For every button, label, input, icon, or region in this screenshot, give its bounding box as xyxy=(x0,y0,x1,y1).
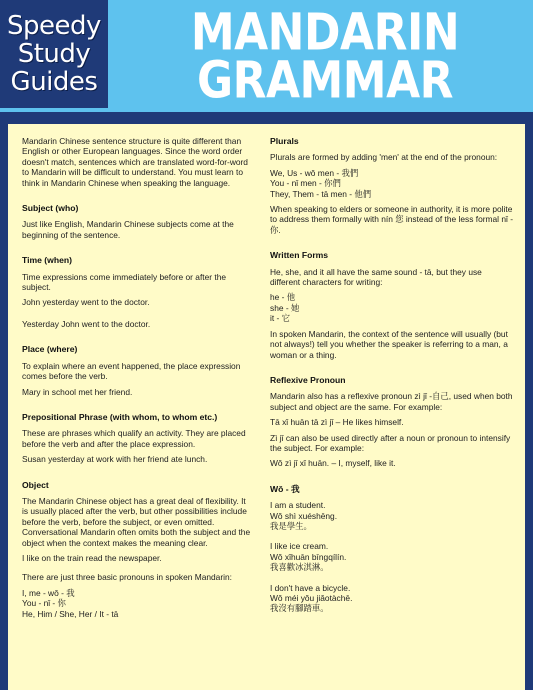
plural-item: They, Them - tā men - 他們 xyxy=(270,188,372,199)
wo-example-2 xyxy=(270,541,514,572)
example-english: I don't have a bicycle. xyxy=(270,582,351,593)
pronoun-item: I, me - wǒ - 我 xyxy=(22,587,75,598)
example-pinyin: Wǒ xǐhuān bīngqílín. xyxy=(270,551,347,562)
logo-line-3: Guides xyxy=(10,67,98,97)
object-text-1: The Mandarin Chinese object has a great deal of flexibility. It is usually placed after the verb, but other possibilities include before the verb, before the subject, or even omitted. Conversational Mandarin often omits both the subject and the object when the context makes the meaning clear. xyxy=(22,495,251,548)
header-banner xyxy=(0,0,533,112)
place-heading: Place (where) xyxy=(22,344,78,355)
right-column xyxy=(270,136,514,614)
written-item: it - 它 xyxy=(270,313,291,324)
object-heading: Object xyxy=(22,479,49,490)
speedy-study-guides-logo xyxy=(0,0,108,108)
written-list xyxy=(270,292,514,323)
place-text-1: To explain where an event happened, the place expression comes before the verb. xyxy=(22,360,241,382)
pronoun-item: He, Him / She, Her / It - tā xyxy=(22,608,119,619)
example-english: I am a student. xyxy=(270,500,326,511)
prepositional-heading: Prepositional Phrase (with whom, to whom etc.) xyxy=(22,411,218,422)
content-panel xyxy=(8,124,525,690)
written-forms-heading: Written Forms xyxy=(270,250,329,261)
title-line-1: MANDARIN xyxy=(190,3,460,63)
written-text-2: In spoken Mandarin, the context of the sentence will usually (but not always!) tell you whether the speaker is referring to a man, a woman or a thing. xyxy=(270,328,508,360)
prepositional-text-2: Susan yesterday at work with her friend ate lunch. xyxy=(22,454,208,465)
subject-text: Just like English, Mandarin Chinese subjects come at the beginning of the sentence. xyxy=(22,219,234,240)
object-text-2: I like on the train read the newspaper. xyxy=(22,552,162,563)
pronoun-item: You - nǐ - 你 xyxy=(22,598,66,609)
plural-item: We, Us - wǒ men - 我們 xyxy=(270,167,359,178)
time-text-3: Yesterday John went to the doctor. xyxy=(22,318,151,329)
example-chinese: 我是學生。 xyxy=(270,520,312,531)
wo-heading: Wǒ - 我 xyxy=(270,483,300,494)
reflexive-text-4: Wǒ zì jǐ xǐ huān. – I, myself, like it. xyxy=(270,458,396,469)
written-item: she - 她 xyxy=(270,302,300,313)
plurals-heading: Plurals xyxy=(270,136,299,146)
reflexive-text-1: Mandarin also has a reflexive pronoun zì jǐ -自己, used when both subject and object are the same. For example: xyxy=(270,391,513,412)
object-text-3: There are just three basic pronouns in spoken Mandarin: xyxy=(22,572,232,583)
intro-paragraph: Mandarin Chinese sentence structure is quite different than English or other European languages. Since the word order doesn't match, sentences which are translated word-for-word to Mandarin will be difficult to understand. You must learn to think in Mandarin Chinese when speaking the language. xyxy=(22,136,248,188)
time-heading: Time (when) xyxy=(22,255,72,266)
written-item: he - 他 xyxy=(270,292,296,303)
plurals-text-2: When speaking to elders or someone in authority, it is more polite to address them formally with nín 您 instead of the less formal nǐ - 你. xyxy=(270,204,513,235)
time-text-1: Time expressions come immediately before or after the subject. xyxy=(22,271,227,293)
written-text-1: He, she, and it all have the same sound - tā, but they use different characters for writing: xyxy=(270,266,482,288)
title-line-2: GRAMMAR xyxy=(196,51,454,111)
subject-heading: Subject (who) xyxy=(22,203,79,214)
reflexive-text-3: Zì jǐ can also be used directly after a noun or pronoun to intensify the subject. For example: xyxy=(270,432,511,453)
reflexive-heading: Reflexive Pronoun xyxy=(270,374,346,385)
example-chinese: 我沒有腳踏車。 xyxy=(270,603,329,614)
plurals-list xyxy=(270,168,514,199)
place-text-2: Mary in school met her friend. xyxy=(22,386,133,397)
time-text-2: John yesterday went to the doctor. xyxy=(22,297,150,308)
plurals-text-1: Plurals are formed by adding 'men' at the end of the pronoun: xyxy=(270,152,498,163)
page-title xyxy=(140,3,510,111)
example-pinyin: Wǒ shì xuéshēng. xyxy=(270,510,338,521)
plural-item: You - nǐ men - 你們 xyxy=(270,178,341,189)
example-pinyin: Wǒ méi yǒu jiǎotàchē. xyxy=(270,593,353,603)
reflexive-text-2: Tā xǐ huān tā zì jǐ – He likes himself. xyxy=(270,417,404,428)
wo-example-1 xyxy=(270,500,514,531)
left-column xyxy=(22,136,254,619)
example-chinese: 我喜歡冰淇淋。 xyxy=(270,562,329,573)
logo-line-2: Study xyxy=(17,39,91,69)
example-english: I like ice cream. xyxy=(270,541,329,552)
wo-example-3 xyxy=(270,583,514,614)
prepositional-text-1: These are phrases which qualify an activity. They are placed before the verb and after the place expression. xyxy=(22,428,246,449)
pronoun-list xyxy=(22,588,254,619)
logo-line-1: Speedy xyxy=(7,11,101,41)
